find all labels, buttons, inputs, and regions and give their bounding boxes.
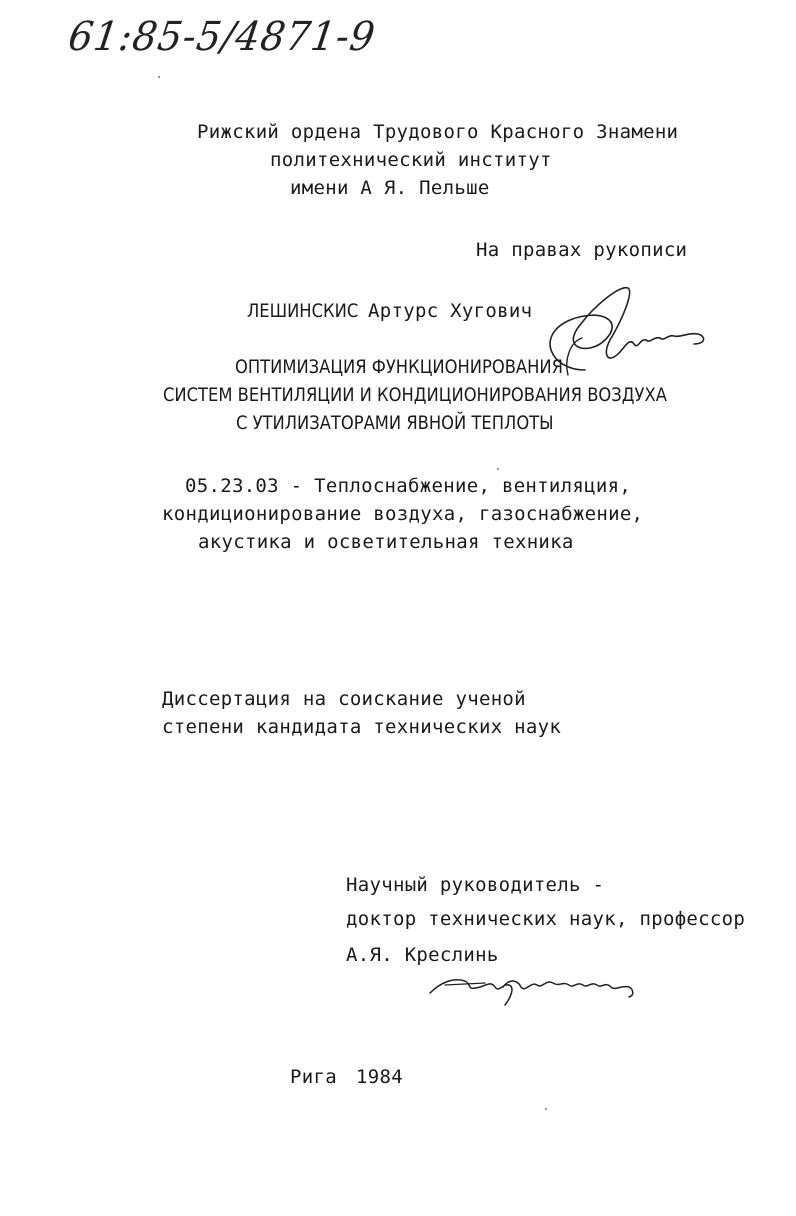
scan-speck bbox=[545, 1108, 547, 1110]
scan-speck bbox=[158, 76, 160, 78]
scan-speck bbox=[497, 468, 499, 470]
archive-number: 61:85-5/4871-9 bbox=[65, 14, 379, 60]
specialty-line-2: кондиционирование воздуха, газоснабжение, bbox=[162, 503, 644, 525]
degree-line-1: Диссертация на соискание ученой bbox=[162, 688, 526, 710]
title-line-2: СИСТЕМ ВЕНТИЛЯЦИИ И КОНДИЦИОНИРОВАНИЯ ВОЗДУХА bbox=[163, 384, 667, 406]
degree-line-2: степени кандидата технических наук bbox=[162, 716, 562, 738]
specialty-line-3: акустика и осветительная техника bbox=[198, 531, 574, 553]
supervisor-role: Научный руководитель - bbox=[346, 874, 605, 896]
manuscript-rights: На правах рукописи bbox=[476, 239, 688, 261]
supervisor-name: А.Я. Креслинь bbox=[346, 944, 499, 966]
institution-line-2: политехнический институт bbox=[270, 149, 552, 171]
institution-line-1: Рижский ордена Трудового Красного Знамени bbox=[197, 121, 679, 143]
supervisor-title: доктор технических наук, профессор bbox=[346, 908, 746, 930]
title-line-3: С УТИЛИЗАТОРАМИ ЯВНОЙ ТЕПЛОТЫ bbox=[236, 412, 554, 434]
supervisor-signature bbox=[425, 965, 650, 1010]
author-given-names: Артурс Хугович bbox=[368, 300, 533, 322]
year: 1984 bbox=[356, 1066, 403, 1088]
title-line-1: ОПТИМИЗАЦИЯ ФУНКЦИОНИРОВАНИЯ bbox=[235, 356, 563, 378]
city: Рига bbox=[290, 1066, 337, 1088]
institution-line-3: имени А Я. Пельше bbox=[290, 177, 490, 199]
author-surname: ЛЕШИНСКИС bbox=[247, 300, 359, 322]
specialty-line-1: 05.23.03 - Теплоснабжение, вентиляция, bbox=[185, 475, 632, 497]
